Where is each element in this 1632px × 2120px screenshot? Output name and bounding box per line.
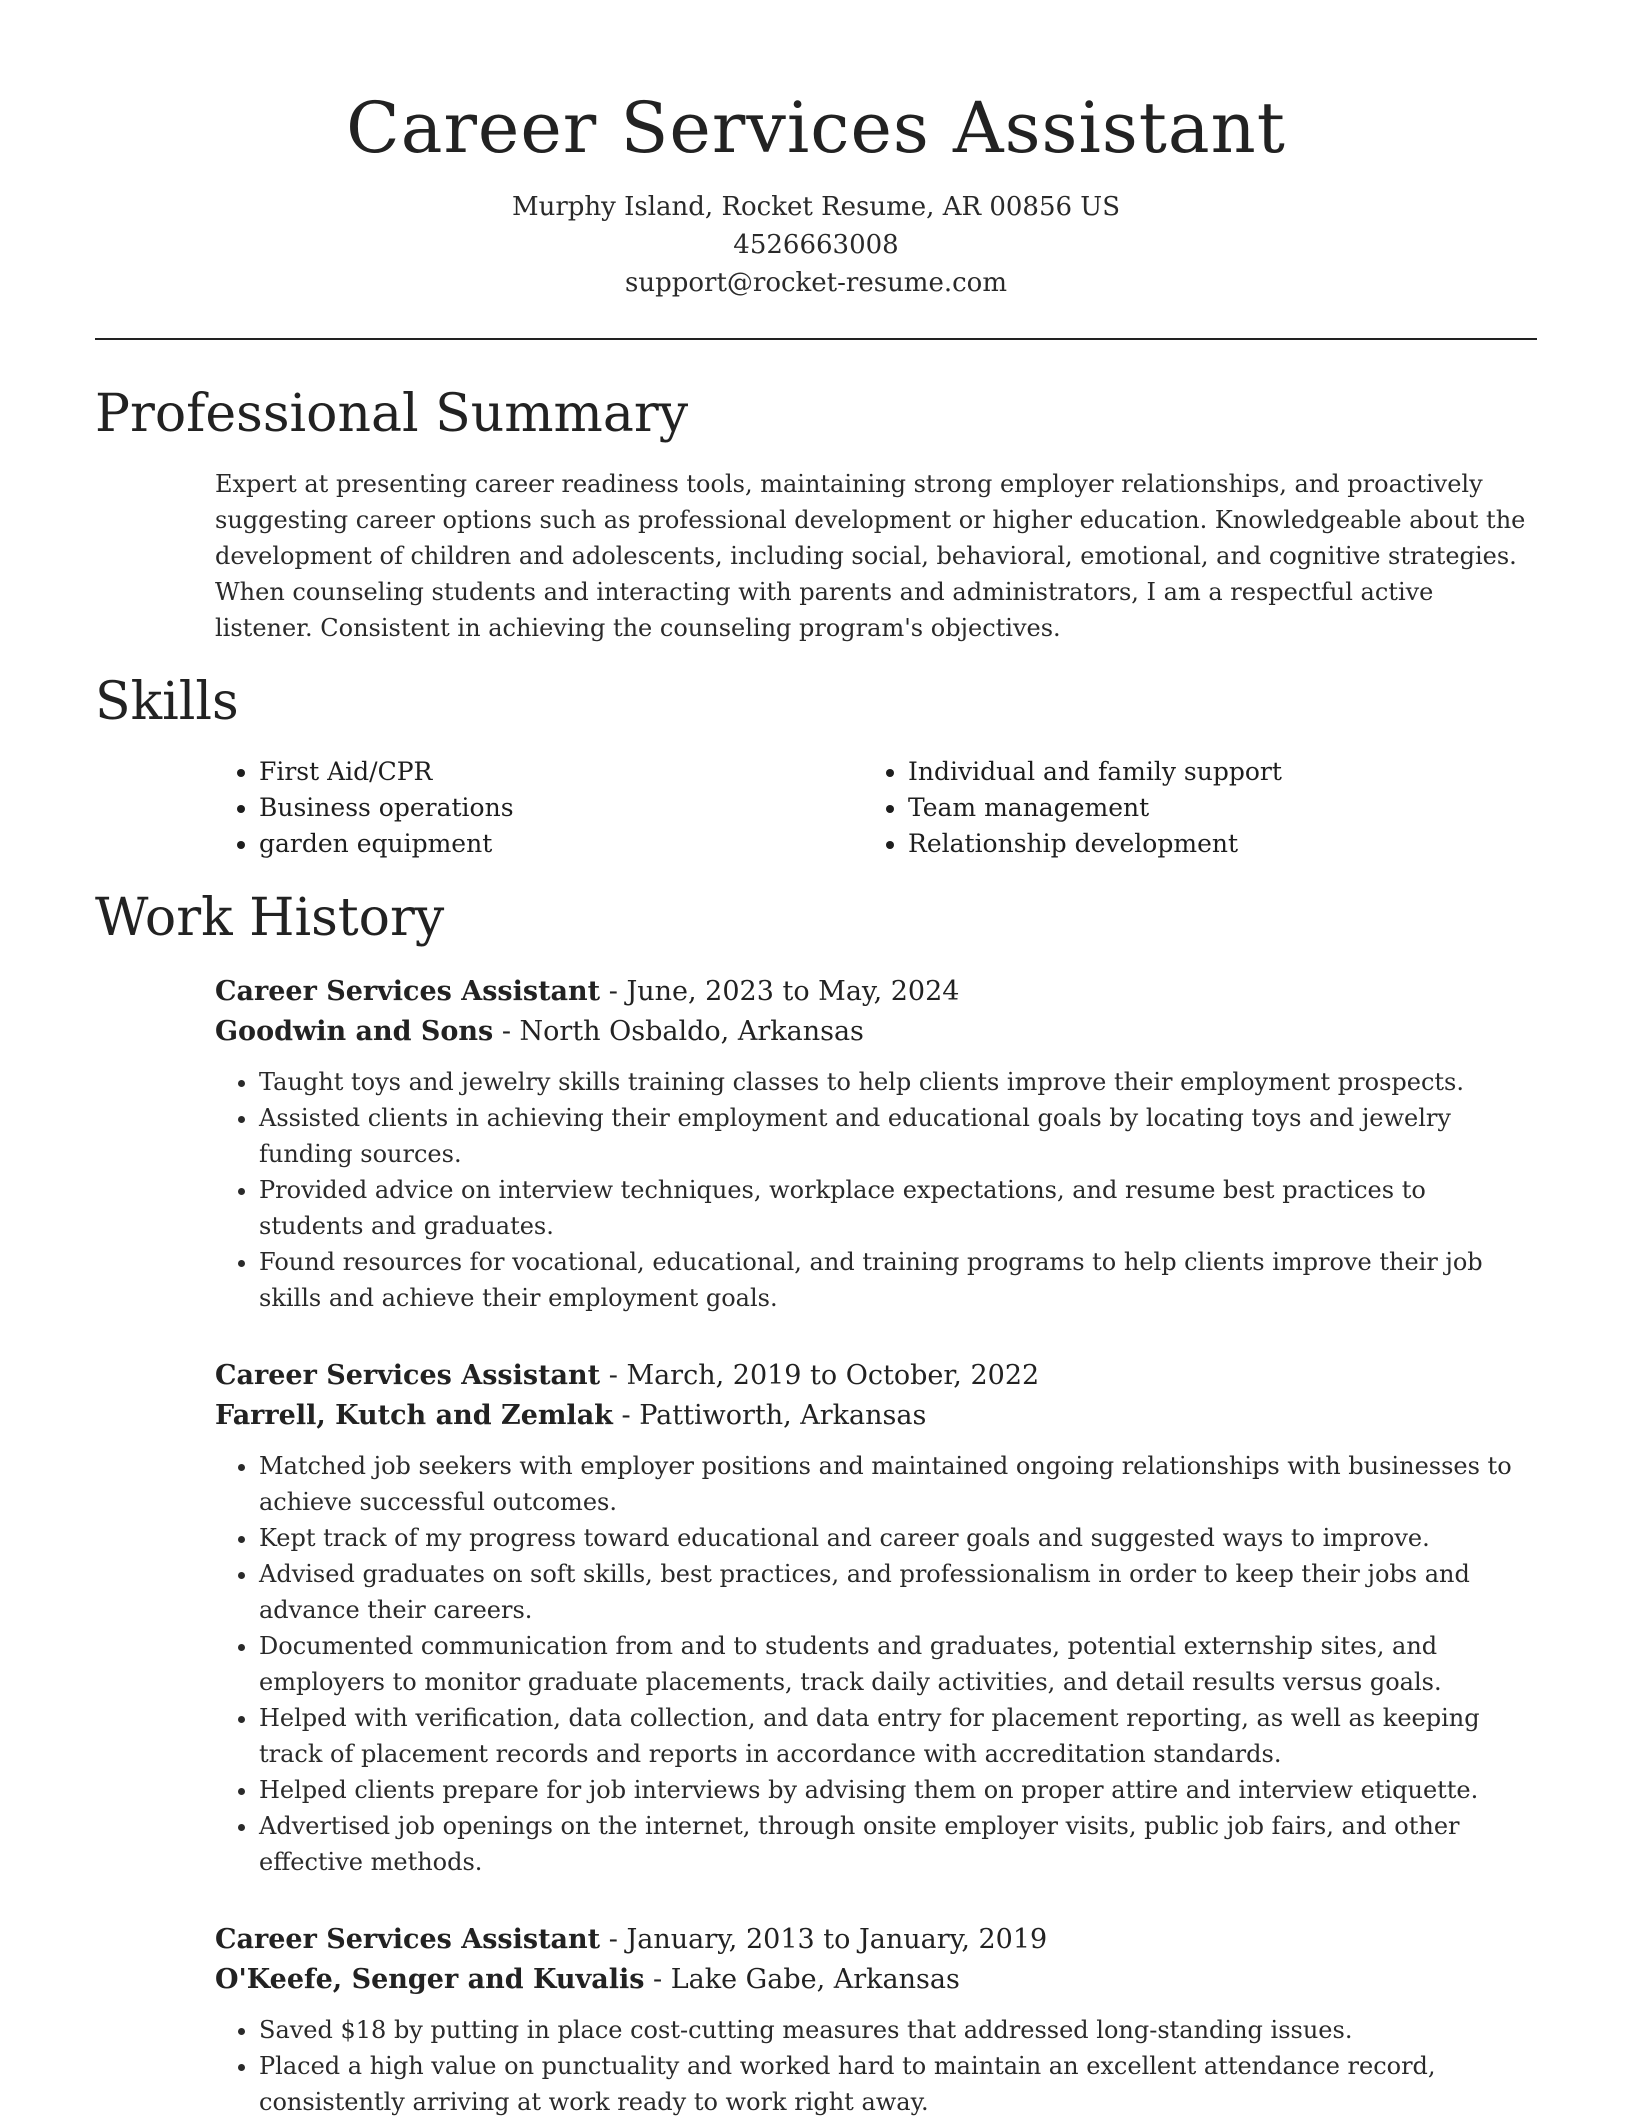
skill-item: • Individual and family support [908, 754, 1513, 790]
job-bullet: • Helped clients prepare for job interviews by advising them on proper attire and interview etiquette. [259, 1772, 1537, 1808]
skills-section [95, 670, 1537, 862]
job-dates: January, 2013 to January, 2019 [626, 1924, 1048, 1955]
job-company: Goodwin and Sons [215, 1016, 494, 1047]
work-history-section [95, 886, 1537, 2120]
job-title: Career Services Assistant [215, 976, 601, 1007]
job-title-line: Career Services Assistant - January, 2013 to January, 2019 [215, 1924, 1048, 1955]
job-bullets [215, 2012, 1537, 2120]
job-location: Lake Gabe, Arkansas [670, 1964, 960, 1995]
job-bullet: • Documented communication from and to students and graduates, potential externship sites, and employers to monitor graduate placements, track daily activities, and detail results versus goals. [259, 1628, 1537, 1700]
skill-item: • Relationship development [908, 826, 1513, 862]
job-location: North Osbaldo, Arkansas [519, 1016, 864, 1047]
skills-column-right [864, 754, 1513, 862]
job-title: Career Services Assistant [215, 1924, 601, 1955]
resume-header [95, 0, 1537, 302]
job-bullet: • Placed a high value on punctuality and worked hard to maintain an excellent attendance record, consistently arriving at work ready to work right away. [259, 2048, 1537, 2120]
skills-heading: Skills [95, 672, 239, 732]
skill-item: • First Aid/CPR [259, 754, 864, 790]
job-entry [215, 972, 1537, 1316]
job-company-line: Goodwin and Sons - North Osbaldo, Arkansas [215, 1016, 864, 1047]
skill-item: • Business operations [259, 790, 864, 826]
job-bullet: • Saved $18 by putting in place cost-cutting measures that addressed long-standing issues. [259, 2012, 1537, 2048]
job-location: Pattiworth, Arkansas [639, 1400, 927, 1431]
candidate-name: Career Services Assistant [346, 87, 1286, 169]
job-bullet: • Assisted clients in achieving their employment and educational goals by locating toys and jewelry funding sources. [259, 1100, 1537, 1172]
address-text: Murphy Island, Rocket Resume, AR 00856 US [511, 192, 1121, 222]
job-bullet: • Helped with verification, data collection, and data entry for placement reporting, as well as keeping track of placement records and reports in accordance with accreditation standards. [259, 1700, 1537, 1772]
work-history-heading: Work History [95, 888, 445, 948]
job-bullet: • Matched job seekers with employer positions and maintained ongoing relationships with businesses to achieve successful outcomes. [259, 1448, 1537, 1520]
phone-text: 4526663008 [733, 230, 899, 260]
job-dates: June, 2023 to May, 2024 [626, 976, 960, 1007]
job-bullets [215, 1064, 1537, 1316]
job-bullet: • Advertised job openings on the internet, through onsite employer visits, public job fairs, and other effective methods. [259, 1808, 1537, 1880]
job-title-line: Career Services Assistant - June, 2023 to May, 2024 [215, 976, 960, 1007]
job-bullet: • Found resources for vocational, educational, and training programs to help clients improve their job skills and achieve their employment goals. [259, 1244, 1537, 1316]
job-bullet: • Provided advice on interview techniques, workplace expectations, and resume best practices to students and graduates. [259, 1172, 1537, 1244]
job-bullets [215, 1448, 1537, 1880]
skill-item: • garden equipment [259, 826, 864, 862]
job-bullet: • Advised graduates on soft skills, best practices, and professionalism in order to keep their jobs and advance their careers. [259, 1556, 1537, 1628]
job-entry [215, 1356, 1537, 1880]
header-divider [95, 338, 1537, 340]
job-company: Farrell, Kutch and Zemlak [215, 1400, 613, 1431]
summary-section [95, 382, 1537, 646]
job-bullet: • Taught toys and jewelry skills training classes to help clients improve their employment prospects. [259, 1064, 1537, 1100]
job-entry [215, 1920, 1537, 2120]
skills-column-left [215, 754, 864, 862]
summary-heading: Professional Summary [95, 384, 689, 444]
job-dates: March, 2019 to October, 2022 [626, 1360, 1040, 1391]
job-company-line: O'Keefe, Senger and Kuvalis - Lake Gabe, Arkansas [215, 1964, 960, 1995]
skills-list [215, 754, 1537, 862]
contact-block [95, 188, 1537, 302]
summary-text: Expert at presenting career readiness tools, maintaining strong employer relationships, and proactively suggesting career options such as professional development or higher education. Knowledgeable about the development of children and adolescents, including social, behavioral, emotional, and cognitive strategies. When counseling students and interacting with parents and administrators, I am a respectful active listener. Consistent in achieving the counseling program's objectives. [215, 470, 1526, 642]
skill-item: • Team management [908, 790, 1513, 826]
job-title-line: Career Services Assistant - March, 2019 to October, 2022 [215, 1360, 1040, 1391]
jobs-list [95, 972, 1537, 2120]
email-text: support@rocket-resume.com [624, 268, 1007, 298]
job-bullet: • Kept track of my progress toward educational and career goals and suggested ways to improve. [259, 1520, 1537, 1556]
job-title: Career Services Assistant [215, 1360, 601, 1391]
job-company-line: Farrell, Kutch and Zemlak - Pattiworth, Arkansas [215, 1400, 927, 1431]
job-company: O'Keefe, Senger and Kuvalis [215, 1964, 645, 1995]
